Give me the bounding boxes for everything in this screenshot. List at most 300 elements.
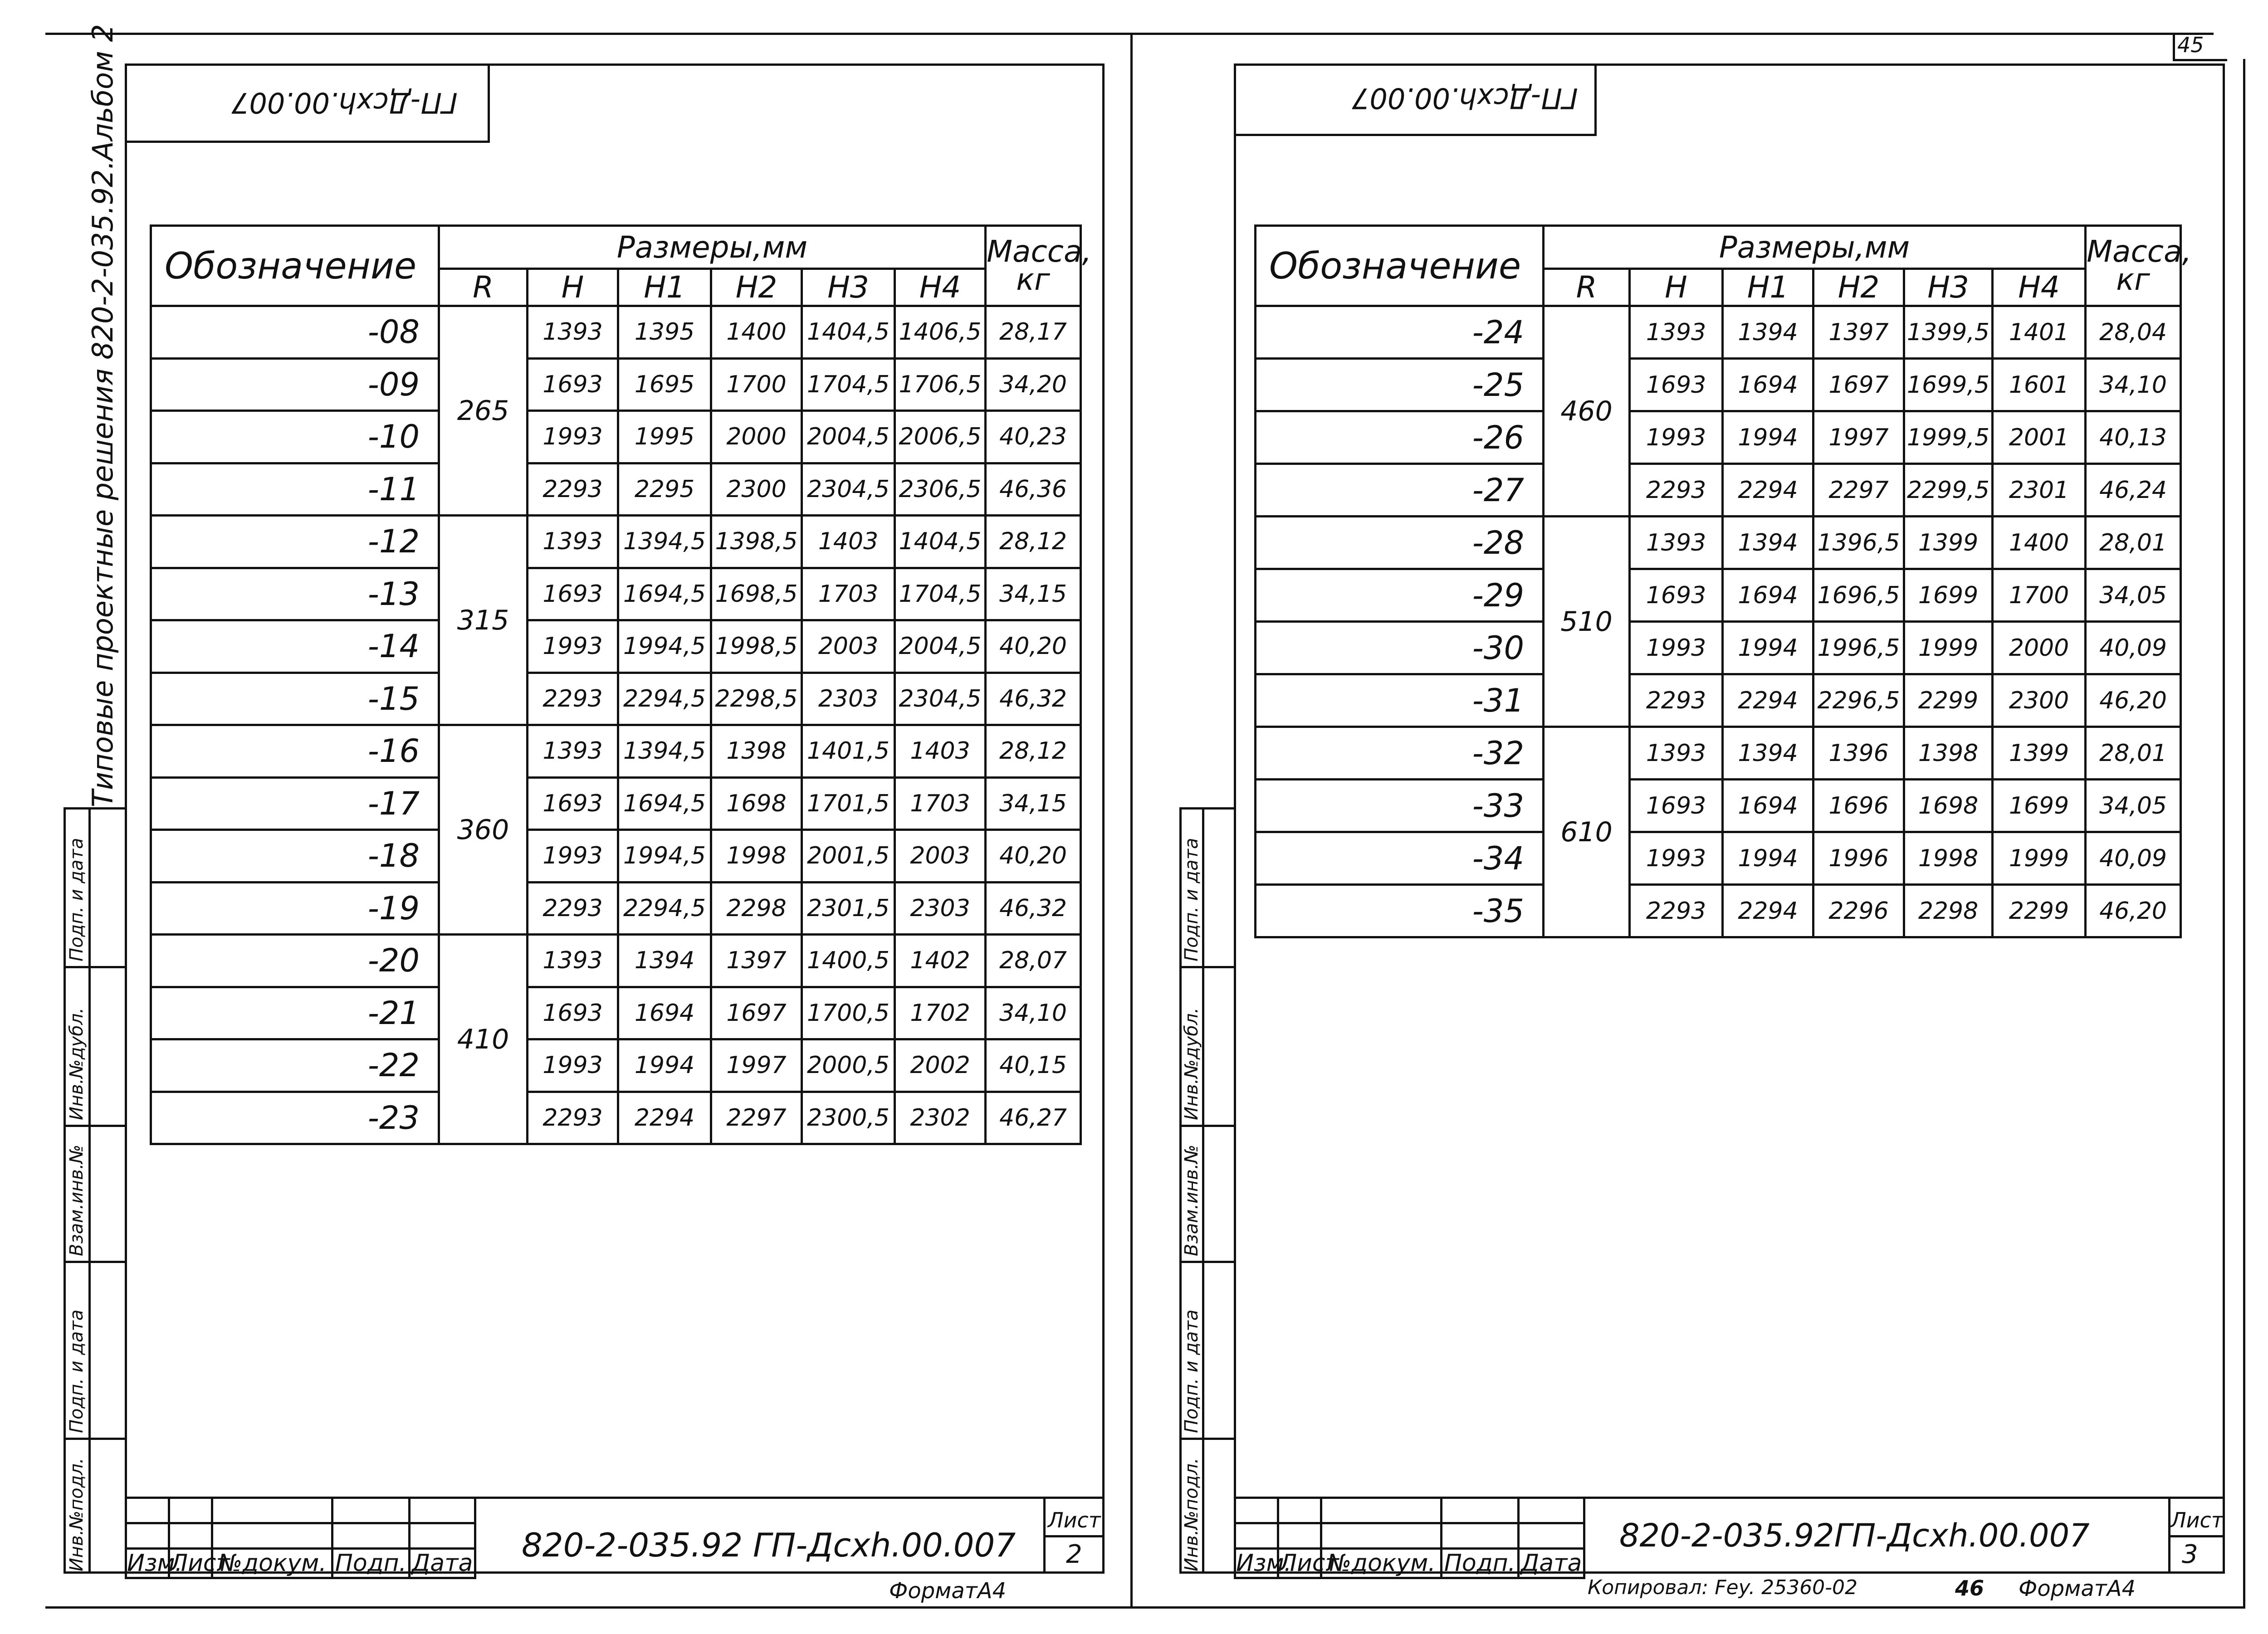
size-cell: 1693: [528, 777, 618, 830]
sizes-group-header: Размеры,мм: [1544, 226, 2086, 269]
size-cell: 1993: [1630, 832, 1723, 885]
mass-header: Масса, кг: [986, 226, 1081, 306]
size-cell: 2294,5: [618, 673, 711, 725]
radius-cell: 460: [1544, 306, 1630, 517]
left-format-label: ФорматА4: [889, 1578, 1007, 1604]
left-tb-col-izm: Изм.: [126, 1549, 169, 1578]
size-cell: 1700: [1993, 569, 2086, 622]
designation-cell: -10: [151, 411, 439, 463]
left-side-sep1: [64, 966, 127, 968]
size-cell: 1697: [1813, 359, 1904, 411]
size-cell: 2303: [895, 882, 986, 935]
size-cell: 1994: [618, 1039, 711, 1092]
size-cell: 1994,5: [618, 620, 711, 673]
designation-cell: -27: [1256, 464, 1544, 517]
size-cell: 2304,5: [895, 673, 986, 725]
left-tb-col-sign: Подп.: [332, 1549, 410, 1578]
size-cell: 1693: [528, 987, 618, 1039]
designation-cell: -34: [1256, 832, 1544, 885]
size-cell: 2001,5: [802, 830, 895, 883]
size-cell: 1704,5: [895, 568, 986, 620]
left-sheet-number: 2: [1066, 1540, 1082, 1569]
right-sheet-label: Лист: [2170, 1508, 2224, 1532]
size-cell: 1999: [1904, 622, 1993, 674]
size-cell: 1400: [1993, 517, 2086, 569]
table-row: [151, 777, 1081, 830]
table-row: [151, 411, 1081, 463]
table-row: [1256, 622, 2181, 674]
size-cell: 2304,5: [802, 463, 895, 516]
size-cell: 2299,5: [1904, 464, 1993, 517]
table-row: [151, 1092, 1081, 1144]
size-cell: 1993: [528, 1039, 618, 1092]
size-cell: 1999,5: [1904, 411, 1993, 464]
mass-cell: 34,05: [2086, 780, 2181, 832]
sub-header-1: H: [528, 269, 618, 306]
mass-cell: 46,36: [986, 463, 1081, 516]
size-cell: 1395: [618, 306, 711, 359]
size-cell: 1693: [1630, 780, 1723, 832]
right-side-sep4: [1179, 1438, 1236, 1440]
size-cell: 1702: [895, 987, 986, 1039]
table-row: [151, 725, 1081, 778]
left-sheet-box-mid: [1043, 1535, 1105, 1537]
size-cell: 2296,5: [1813, 674, 1904, 727]
size-cell: 2001: [1993, 411, 2086, 464]
size-cell: 1397: [1813, 306, 1904, 359]
designation-cell: -29: [1256, 569, 1544, 622]
designation-cell: -25: [1256, 359, 1544, 411]
size-cell: 1994: [1723, 622, 1813, 674]
size-cell: 1993: [1630, 411, 1723, 464]
designation-cell: -30: [1256, 622, 1544, 674]
table-row: [1256, 727, 2181, 780]
table-row: [151, 673, 1081, 725]
size-cell: 1394: [618, 935, 711, 987]
mass-cell: 34,15: [986, 777, 1081, 830]
designation-cell: -15: [151, 673, 439, 725]
size-cell: 2294: [1723, 464, 1813, 517]
mass-cell: 28,12: [986, 725, 1081, 778]
size-cell: 2297: [711, 1092, 802, 1144]
mass-cell: 46,24: [2086, 464, 2181, 517]
size-cell: 1698: [711, 777, 802, 830]
size-cell: 2000: [1993, 622, 2086, 674]
right-side-sep2: [1179, 1125, 1236, 1127]
right-format-label: ФорматА4: [2019, 1576, 2136, 1601]
right-tb-col-doc: №докум.: [1321, 1549, 1442, 1578]
size-cell: 1999: [1993, 832, 2086, 885]
left-top-stamp-text: ГП-Дсхh.00.007: [231, 86, 458, 119]
size-cell: 2306,5: [895, 463, 986, 516]
designation-cell: -31: [1256, 674, 1544, 727]
mass-cell: 28,01: [2086, 517, 2181, 569]
size-cell: 1994: [1723, 411, 1813, 464]
designation-cell: -08: [151, 306, 439, 359]
right-title-grid: [1234, 1497, 1585, 1579]
size-cell: 1393: [528, 725, 618, 778]
bottom-edge-line: [45, 1606, 2245, 1609]
size-cell: 1401,5: [802, 725, 895, 778]
size-cell: 2003: [895, 830, 986, 883]
size-cell: 1394: [1723, 727, 1813, 780]
right-tb-col-list: Лист: [1278, 1549, 1321, 1578]
mass-cell: 46,20: [2086, 674, 2181, 727]
left-side-field-4: Инв.№дубл.: [66, 1007, 87, 1120]
size-cell: 2293: [1630, 464, 1723, 517]
page-number-box-bottom: [2173, 59, 2227, 61]
designation-cell: -35: [1256, 885, 1544, 937]
right-top-stamp-text: ГП-Дсхh.00.007: [1352, 82, 1578, 115]
size-cell: 1694,5: [618, 777, 711, 830]
center-fold-line: [1130, 33, 1133, 1606]
size-cell: 1403: [802, 516, 895, 568]
size-cell: 1396,5: [1813, 517, 1904, 569]
mass-cell: 40,09: [2086, 622, 2181, 674]
size-cell: 1400: [711, 306, 802, 359]
mass-cell: 40,20: [986, 830, 1081, 883]
mass-cell: 34,20: [986, 358, 1081, 411]
designation-cell: -11: [151, 463, 439, 516]
radius-cell: 410: [439, 935, 528, 1144]
page-number-box-left: [2173, 33, 2175, 60]
designation-cell: -09: [151, 358, 439, 411]
size-cell: 1403: [895, 725, 986, 778]
mass-cell: 40,09: [2086, 832, 2181, 885]
size-cell: 1694: [618, 987, 711, 1039]
size-cell: 2293: [528, 882, 618, 935]
left-title-code: 820-2-035.92 ГП-Дсхh.00.007: [522, 1526, 1016, 1564]
size-cell: 1997: [711, 1039, 802, 1092]
size-cell: 1394: [1723, 517, 1813, 569]
size-cell: 1400,5: [802, 935, 895, 987]
size-cell: 1402: [895, 935, 986, 987]
size-cell: 2303: [802, 673, 895, 725]
sub-header-4: H3: [802, 269, 895, 306]
size-cell: 1694,5: [618, 568, 711, 620]
designation-cell: -22: [151, 1039, 439, 1092]
size-cell: 1694: [1723, 780, 1813, 832]
designation-cell: -16: [151, 725, 439, 778]
size-cell: 2298: [1904, 885, 1993, 937]
radius-cell: 265: [439, 306, 528, 516]
size-cell: 1700: [711, 358, 802, 411]
size-cell: 1401: [1993, 306, 2086, 359]
size-cell: 2302: [895, 1092, 986, 1144]
size-cell: 1398: [711, 725, 802, 778]
size-cell: 1697: [711, 987, 802, 1039]
size-cell: 2003: [802, 620, 895, 673]
size-cell: 1994: [1723, 832, 1813, 885]
designation-cell: -12: [151, 516, 439, 568]
sub-header-0: R: [439, 269, 528, 306]
left-dimensions-table: [150, 224, 1092, 1145]
right-side-field-3: Взам.инв.№: [1181, 1144, 1202, 1256]
left-side-field-2: Подп. и дата: [66, 1309, 87, 1433]
size-cell: 2004,5: [895, 620, 986, 673]
designation-cell: -33: [1256, 780, 1544, 832]
designation-cell: -23: [151, 1092, 439, 1144]
designation-cell: -32: [1256, 727, 1544, 780]
table-row: [151, 987, 1081, 1039]
size-cell: 2006,5: [895, 411, 986, 463]
designation-cell: -24: [1256, 306, 1544, 359]
right-sheet-number: 3: [2182, 1540, 2198, 1569]
size-cell: 1393: [528, 935, 618, 987]
right-copy-note: Копировал: Fey. 25360-02: [1588, 1576, 1858, 1599]
sub-header-2: H1: [1723, 269, 1813, 306]
mass-cell: 28,12: [986, 516, 1081, 568]
left-side-sep2: [64, 1125, 127, 1127]
left-side-sep4: [64, 1438, 127, 1440]
sub-header-3: H2: [711, 269, 802, 306]
left-side-sep3: [64, 1261, 127, 1263]
size-cell: 1998: [1904, 832, 1993, 885]
size-cell: 1997: [1813, 411, 1904, 464]
designation-cell: -20: [151, 935, 439, 987]
mass-header: Масса, кг: [2086, 226, 2181, 306]
size-cell: 2300: [1993, 674, 2086, 727]
size-cell: 1398: [1904, 727, 1993, 780]
size-cell: 1396: [1813, 727, 1904, 780]
sub-header-5: H4: [895, 269, 986, 306]
size-cell: 1404,5: [895, 516, 986, 568]
mass-cell: 34,05: [2086, 569, 2181, 622]
left-side-field-1: Инв.№подл.: [66, 1458, 87, 1571]
right-side-divider: [1202, 807, 1204, 1574]
size-cell: 1998: [711, 830, 802, 883]
left-side-album-label: Типовые проектные решения 820-2-035.92.Альбом 2: [86, 24, 119, 807]
table-row: [1256, 411, 2181, 464]
size-cell: 2293: [528, 463, 618, 516]
size-cell: 1698,5: [711, 568, 802, 620]
size-cell: 2300: [711, 463, 802, 516]
size-cell: 1393: [1630, 306, 1723, 359]
size-cell: 1994,5: [618, 830, 711, 883]
mass-cell: 46,20: [2086, 885, 2181, 937]
size-cell: 1393: [1630, 727, 1723, 780]
designation-cell: -19: [151, 882, 439, 935]
size-cell: 1397: [711, 935, 802, 987]
table-row: [1256, 832, 2181, 885]
size-cell: 2298,5: [711, 673, 802, 725]
size-cell: 1394,5: [618, 516, 711, 568]
size-cell: 1998,5: [711, 620, 802, 673]
size-cell: 1394,5: [618, 725, 711, 778]
mass-cell: 28,17: [986, 306, 1081, 359]
table-row: [151, 882, 1081, 935]
right-side-field-4: Инв.№дубл.: [1181, 1007, 1202, 1120]
right-copy-number: 46: [1955, 1576, 1984, 1600]
size-cell: 1696,5: [1813, 569, 1904, 622]
mass-cell: 46,32: [986, 673, 1081, 725]
size-cell: 2301: [1993, 464, 2086, 517]
size-cell: 1995: [618, 411, 711, 463]
table-row: [1256, 569, 2181, 622]
size-cell: 2295: [618, 463, 711, 516]
size-cell: 1703: [802, 568, 895, 620]
right-tb-col-izm: Изм.: [1235, 1549, 1278, 1578]
right-sheet-box-mid: [2168, 1535, 2225, 1537]
size-cell: 2299: [1904, 674, 1993, 727]
size-cell: 1996,5: [1813, 622, 1904, 674]
right-tb-col-date: Дата: [1519, 1549, 1584, 1578]
size-cell: 1696: [1813, 780, 1904, 832]
size-cell: 2294: [1723, 885, 1813, 937]
size-cell: 1993: [528, 620, 618, 673]
size-cell: 1694: [1723, 569, 1813, 622]
size-cell: 1698: [1904, 780, 1993, 832]
size-cell: 2293: [1630, 674, 1723, 727]
designation-cell: -14: [151, 620, 439, 673]
sub-header-2: H1: [618, 269, 711, 306]
left-sheet-label: Лист: [1048, 1508, 1101, 1532]
size-cell: 1393: [1630, 517, 1723, 569]
mass-cell: 46,27: [986, 1092, 1081, 1144]
left-tb-col-date: Дата: [410, 1549, 475, 1578]
sub-header-3: H2: [1813, 269, 1904, 306]
size-cell: 1993: [528, 411, 618, 463]
size-cell: 1399: [1993, 727, 2086, 780]
table-row: [151, 620, 1081, 673]
table-row: [151, 358, 1081, 411]
size-cell: 2294,5: [618, 882, 711, 935]
col-designation-header: Обозначение: [1256, 226, 1544, 306]
size-cell: 2300,5: [802, 1092, 895, 1144]
table-row: [151, 830, 1081, 883]
size-cell: 1703: [895, 777, 986, 830]
size-cell: 2301,5: [802, 882, 895, 935]
table-row: [1256, 464, 2181, 517]
left-side-divider: [88, 807, 91, 1574]
right-side-field-5: Подп. и дата: [1181, 838, 1202, 961]
designation-cell: -28: [1256, 517, 1544, 569]
size-cell: 1993: [528, 830, 618, 883]
mass-cell: 34,10: [2086, 359, 2181, 411]
table-row: [1256, 306, 2181, 359]
left-side-field-3: Взам.инв.№: [66, 1144, 87, 1256]
right-title-code: 820-2-035.92ГП-Дсхh.00.007: [1619, 1517, 2090, 1554]
sub-header-4: H3: [1904, 269, 1993, 306]
left-side-field-5: Подп. и дата: [66, 838, 87, 961]
size-cell: 2000: [711, 411, 802, 463]
size-cell: 1601: [1993, 359, 2086, 411]
size-cell: 1693: [1630, 569, 1723, 622]
size-cell: 2297: [1813, 464, 1904, 517]
table-row: [151, 935, 1081, 987]
radius-cell: 360: [439, 725, 528, 935]
sub-header-0: R: [1544, 269, 1630, 306]
size-cell: 2294: [618, 1092, 711, 1144]
right-edge-line: [2243, 59, 2245, 1608]
size-cell: 2293: [1630, 885, 1723, 937]
size-cell: 1701,5: [802, 777, 895, 830]
size-cell: 1406,5: [895, 306, 986, 359]
size-cell: 2298: [711, 882, 802, 935]
left-tb-col-list: Лист: [169, 1549, 212, 1578]
sub-header-5: H4: [1993, 269, 2086, 306]
size-cell: 1393: [528, 306, 618, 359]
table-row: [151, 306, 1081, 359]
size-cell: 1398,5: [711, 516, 802, 568]
designation-cell: -17: [151, 777, 439, 830]
mass-cell: 40,23: [986, 411, 1081, 463]
size-cell: 1693: [528, 568, 618, 620]
mass-cell: 40,13: [2086, 411, 2181, 464]
size-cell: 1693: [1630, 359, 1723, 411]
mass-cell: 28,04: [2086, 306, 2181, 359]
table-row: [151, 463, 1081, 516]
right-tb-col-sign: Подп.: [1442, 1549, 1519, 1578]
col-designation-header: Обозначение: [151, 226, 439, 306]
size-cell: 1394: [1723, 306, 1813, 359]
size-cell: 1393: [528, 516, 618, 568]
size-cell: 1996: [1813, 832, 1904, 885]
mass-cell: 28,07: [986, 935, 1081, 987]
right-side-sep3: [1179, 1261, 1236, 1263]
size-cell: 1399: [1904, 517, 1993, 569]
top-edge-line: [45, 33, 2214, 35]
size-cell: 2000,5: [802, 1039, 895, 1092]
size-cell: 2293: [528, 673, 618, 725]
size-cell: 2004,5: [802, 411, 895, 463]
mass-cell: 46,32: [986, 882, 1081, 935]
right-dimensions-table: [1254, 224, 2192, 938]
size-cell: 2299: [1993, 885, 2086, 937]
sub-header-1: H: [1630, 269, 1723, 306]
left-title-grid: [125, 1497, 476, 1579]
size-cell: 1699: [1904, 569, 1993, 622]
radius-cell: 610: [1544, 727, 1630, 937]
mass-cell: 40,20: [986, 620, 1081, 673]
size-cell: 1699: [1993, 780, 2086, 832]
radius-cell: 510: [1544, 517, 1630, 727]
table-row: [151, 1039, 1081, 1092]
mass-cell: 28,01: [2086, 727, 2181, 780]
size-cell: 1700,5: [802, 987, 895, 1039]
size-cell: 1704,5: [802, 358, 895, 411]
right-side-sep1: [1179, 966, 1236, 968]
size-cell: 1694: [1723, 359, 1813, 411]
table-row: [151, 568, 1081, 620]
size-cell: 1404,5: [802, 306, 895, 359]
mass-cell: 40,15: [986, 1039, 1081, 1092]
size-cell: 2002: [895, 1039, 986, 1092]
designation-cell: -18: [151, 830, 439, 883]
size-cell: 1699,5: [1904, 359, 1993, 411]
mass-cell: 34,15: [986, 568, 1081, 620]
size-cell: 1695: [618, 358, 711, 411]
right-side-field-2: Подп. и дата: [1181, 1309, 1202, 1433]
page-top-number: 45: [2177, 33, 2204, 57]
table-row: [1256, 359, 2181, 411]
designation-cell: -13: [151, 568, 439, 620]
size-cell: 1993: [1630, 622, 1723, 674]
size-cell: 1706,5: [895, 358, 986, 411]
size-cell: 2296: [1813, 885, 1904, 937]
table-row: [1256, 517, 2181, 569]
designation-cell: -21: [151, 987, 439, 1039]
size-cell: 2294: [1723, 674, 1813, 727]
size-cell: 2293: [528, 1092, 618, 1144]
table-row: [1256, 885, 2181, 937]
table-row: [1256, 674, 2181, 727]
designation-cell: -26: [1256, 411, 1544, 464]
sizes-group-header: Размеры,мм: [439, 226, 986, 269]
left-tb-col-doc: №докум.: [212, 1549, 332, 1578]
table-row: [1256, 780, 2181, 832]
size-cell: 1693: [528, 358, 618, 411]
